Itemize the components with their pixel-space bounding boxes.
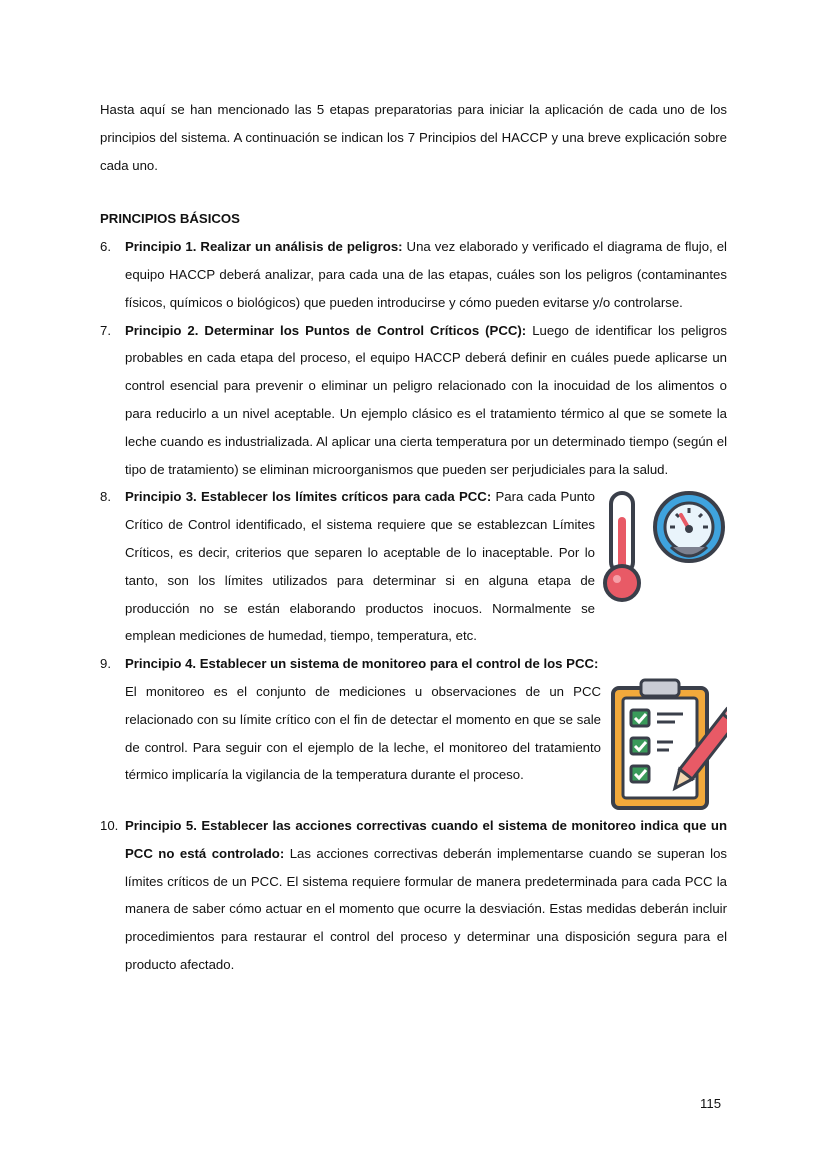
item-number: 7. <box>100 322 111 338</box>
document-page <box>100 96 727 979</box>
item-title: Principio 2. Determinar los Puntos de Control Críticos (PCC): <box>125 322 527 338</box>
item-text: Para cada Punto Crítico de Control identificado, el sistema requiere que se establezcan Límites Críticos, es decir, criterios que separen lo aceptable de lo inaceptable. Por lo tanto, son los límites utilizados para determinar si en alguna etapa de producción no se están elaborando productos inocuos. Normalmente se emplean mediciones de humedad, tiempo, temperatura, etc. <box>125 489 595 644</box>
page-number: 115 <box>700 1096 722 1111</box>
item-title: Principio 3. Establecer los límites críticos para cada PCC: <box>125 489 492 505</box>
item-title: Principio 1. Realizar un análisis de peligros: <box>125 239 403 255</box>
thermometer-gauge-icon <box>603 487 727 605</box>
principles-list <box>100 233 727 979</box>
item-number: 6. <box>100 239 111 255</box>
item-text: Luego de identificar los peligros probables en cada etapa del proceso, el equipo HACCP deberá definir en cuáles puede aplicarse un control esencial para prevenir o eliminar un peligro relacionado con la inocuidad de los alimentos o para reducirlo a un nivel aceptable. Un ejemplo clásico es el tratamiento térmico al que se somete la leche cuando es industrializada. Al aplicar una cierta temperatura por un determinado tiempo (según el tipo de tratamiento) se eliminan microorganismos que pueden ser perjudiciales para la salud. <box>125 322 728 477</box>
list-item-principle-1 <box>100 233 727 316</box>
item-text: El monitoreo es el conjunto de mediciones u observaciones de un PCC relacionado con su límite crítico con el fin de detectar el momento en que se sale de control. Para seguir con el ejemplo de la leche, el monitoreo del tratamiento térmico implicaría la vigilancia de la temperatura durante el proceso. <box>125 683 601 783</box>
intro-paragraph: Hasta aquí se han mencionado las 5 etapas preparatorias para iniciar la aplicación de cada uno de los principios del sistema. A continuación se indican los 7 Principios del HACCP y una breve explicación sobre cada uno. <box>100 102 727 173</box>
item-number: 8. <box>100 489 111 505</box>
list-item-principle-4 <box>100 650 727 789</box>
list-item-principle-5 <box>100 812 727 979</box>
item-number: 10. <box>100 817 119 833</box>
item-title: Principio 4. Establecer un sistema de monitoreo para el control de los PCC: <box>125 656 599 672</box>
section-title: PRINCIPIOS BÁSICOS <box>100 211 240 227</box>
item-text: Una vez elaborado y verificado el diagrama de flujo, el equipo HACCP deberá analizar, para cada una de las etapas, cuáles son los peligros (contaminantes físicos, químicos o biológicos) que pueden introducirse y cómo pueden evitarse y/o controlarse. <box>125 239 727 310</box>
list-item-principle-2 <box>100 317 727 484</box>
item-title: Principio 5. Establecer las acciones correctivas cuando el sistema de monitoreo indica que un PCC no está controlado: <box>125 817 727 861</box>
list-item-principle-3 <box>100 483 727 650</box>
item-text: Las acciones correctivas deberán implementarse cuando se superan los límites críticos de un PCC. El sistema requiere formular de manera predeterminada para cada PCC la manera de saber cómo actuar en el momento que ocurre la desviación. Estas medidas deberán incluir procedimientos para restaurar el control del proceso y determinar una disposición segura para el producto afectado. <box>125 845 727 972</box>
item-number: 9. <box>100 656 111 672</box>
clipboard-checklist-icon <box>609 676 727 812</box>
